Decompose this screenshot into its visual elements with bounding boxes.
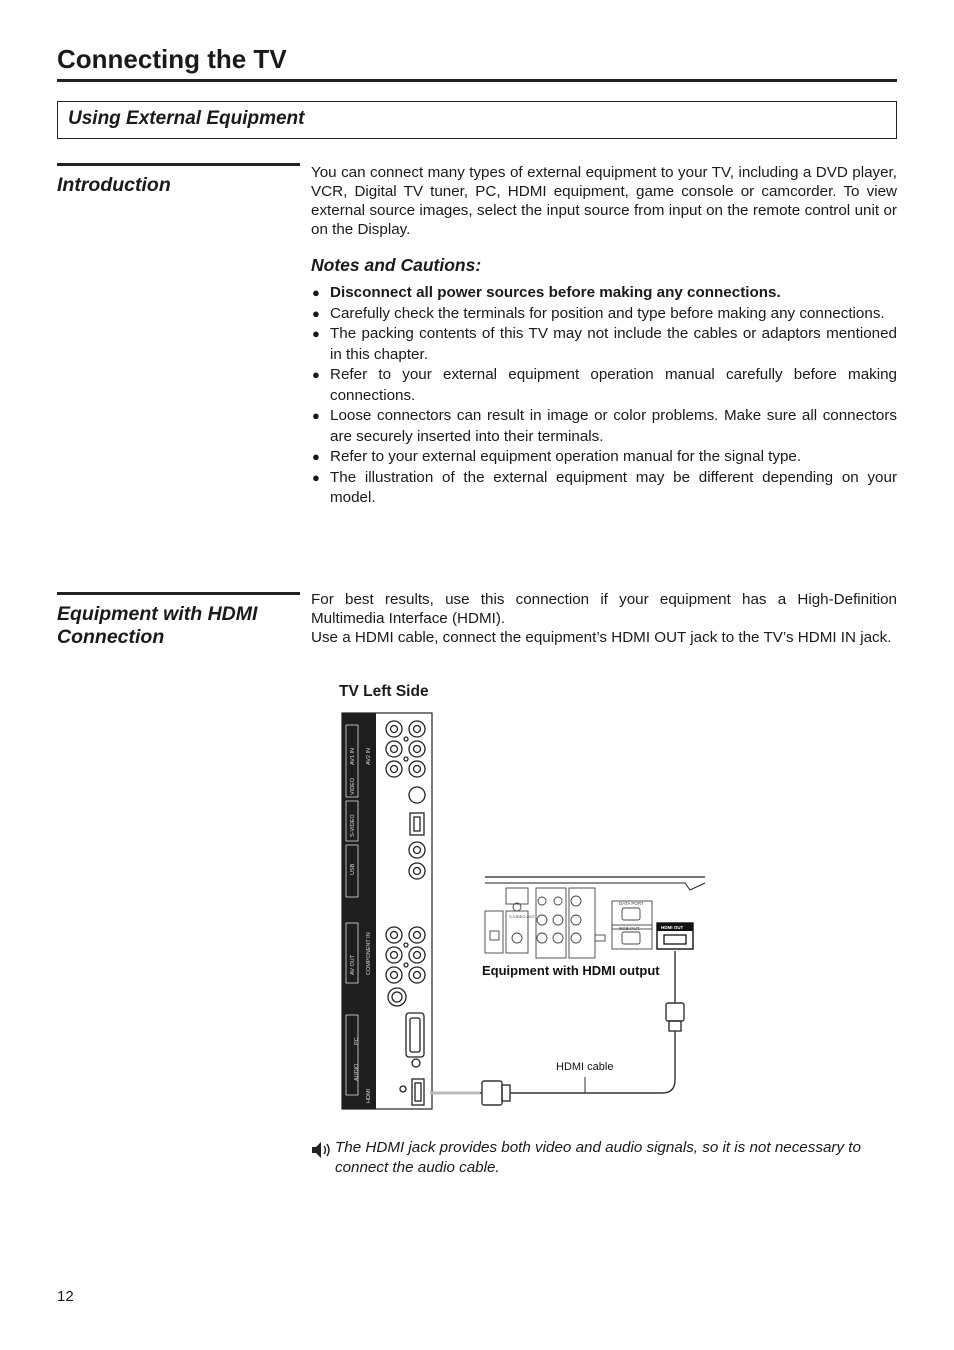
hdmi-heading-line1: Equipment with HDMI [57,603,258,625]
panel-label-audio: AUDIO [354,1063,360,1081]
notes-list [311,283,897,509]
panel-label-svideo: S-VIDEO [350,814,356,837]
list-item: ● Carefully check the terminals for position and type before making any connections. [311,304,897,325]
equipment-label: Equipment with HDMI output [482,963,660,978]
tv-left-side-label: TV Left Side [339,683,429,700]
hdmi-cable-label: HDMI cable [556,1061,614,1073]
page-title: Connecting the TV [57,44,287,74]
panel-label-hdmi: HDMI [366,1088,372,1103]
list-item: ● Refer to your external equipment operation manual carefully before making connections. [311,365,897,406]
intro-divider [57,163,300,166]
hdmi-audio-note: The HDMI jack provides both video and audio signals, so it is not necessary to connect the audio cable. [335,1139,861,1176]
device-label-data-port: DATA PORT [619,901,644,906]
list-item: ● Refer to your external equipment operation manual for the signal type. [311,447,897,468]
list-item: ● Loose connectors can result in image or color problems. Make sure all connectors are securely inserted into their terminals. [311,406,897,447]
device-label-svideo-out: S-VIDEO OUT [509,914,536,919]
title-divider [57,79,897,82]
section-title-box [57,101,897,139]
hdmi-heading [57,603,297,649]
hdmi-heading-line2: Connection [57,626,165,648]
hdmi-connection-diagram [330,705,720,1115]
panel-label-av2: AV2 IN [366,747,372,765]
hdmi-paragraph-2: Use a HDMI cable, connect the equipment’s HDMI OUT jack to the TV’s HDMI IN jack. [311,629,892,646]
panel-label-video: VIDEO [350,777,356,795]
panel-label-pc: PC [354,1037,360,1045]
panel-label-component: COMPONENT IN [366,932,372,975]
list-item: ● The packing contents of this TV may not include the cables or adaptors mentioned in this chapter. [311,324,897,365]
hdmi-paragraph-1: For best results, use this connection if your equipment has a High-Definition Multimedia Interface (HDMI). [311,591,897,627]
intro-heading: Introduction [57,174,171,196]
external-hdmi-device [482,877,705,978]
notes-heading: Notes and Cautions: [311,255,482,275]
tv-side-panel [342,713,432,1109]
device-label-hdmi-out: HDMI OUT [661,925,684,930]
list-item: ● Disconnect all power sources before making any connections. [311,283,897,304]
speaker-icon [311,1140,333,1160]
intro-paragraph: You can connect many types of external equipment to your TV, including a DVD player, VCR, Digital TV tuner, PC, HDMI equipment, game console or camcorder. To view external source images, select the input source from input on the remote control unit or on the Display. [311,164,897,238]
section-title: Using External Equipment [68,108,305,129]
panel-label-usb: USB [350,863,356,875]
hdmi-divider [57,592,300,595]
panel-label-av1: AV1 IN [350,747,356,765]
page-number: 12 [57,1288,74,1305]
device-label-rgb-out: RGB OUT [619,926,640,931]
list-item: ● The illustration of the external equipment may be different depending on your model. [311,468,897,509]
panel-label-avout: AV OUT [350,954,356,975]
